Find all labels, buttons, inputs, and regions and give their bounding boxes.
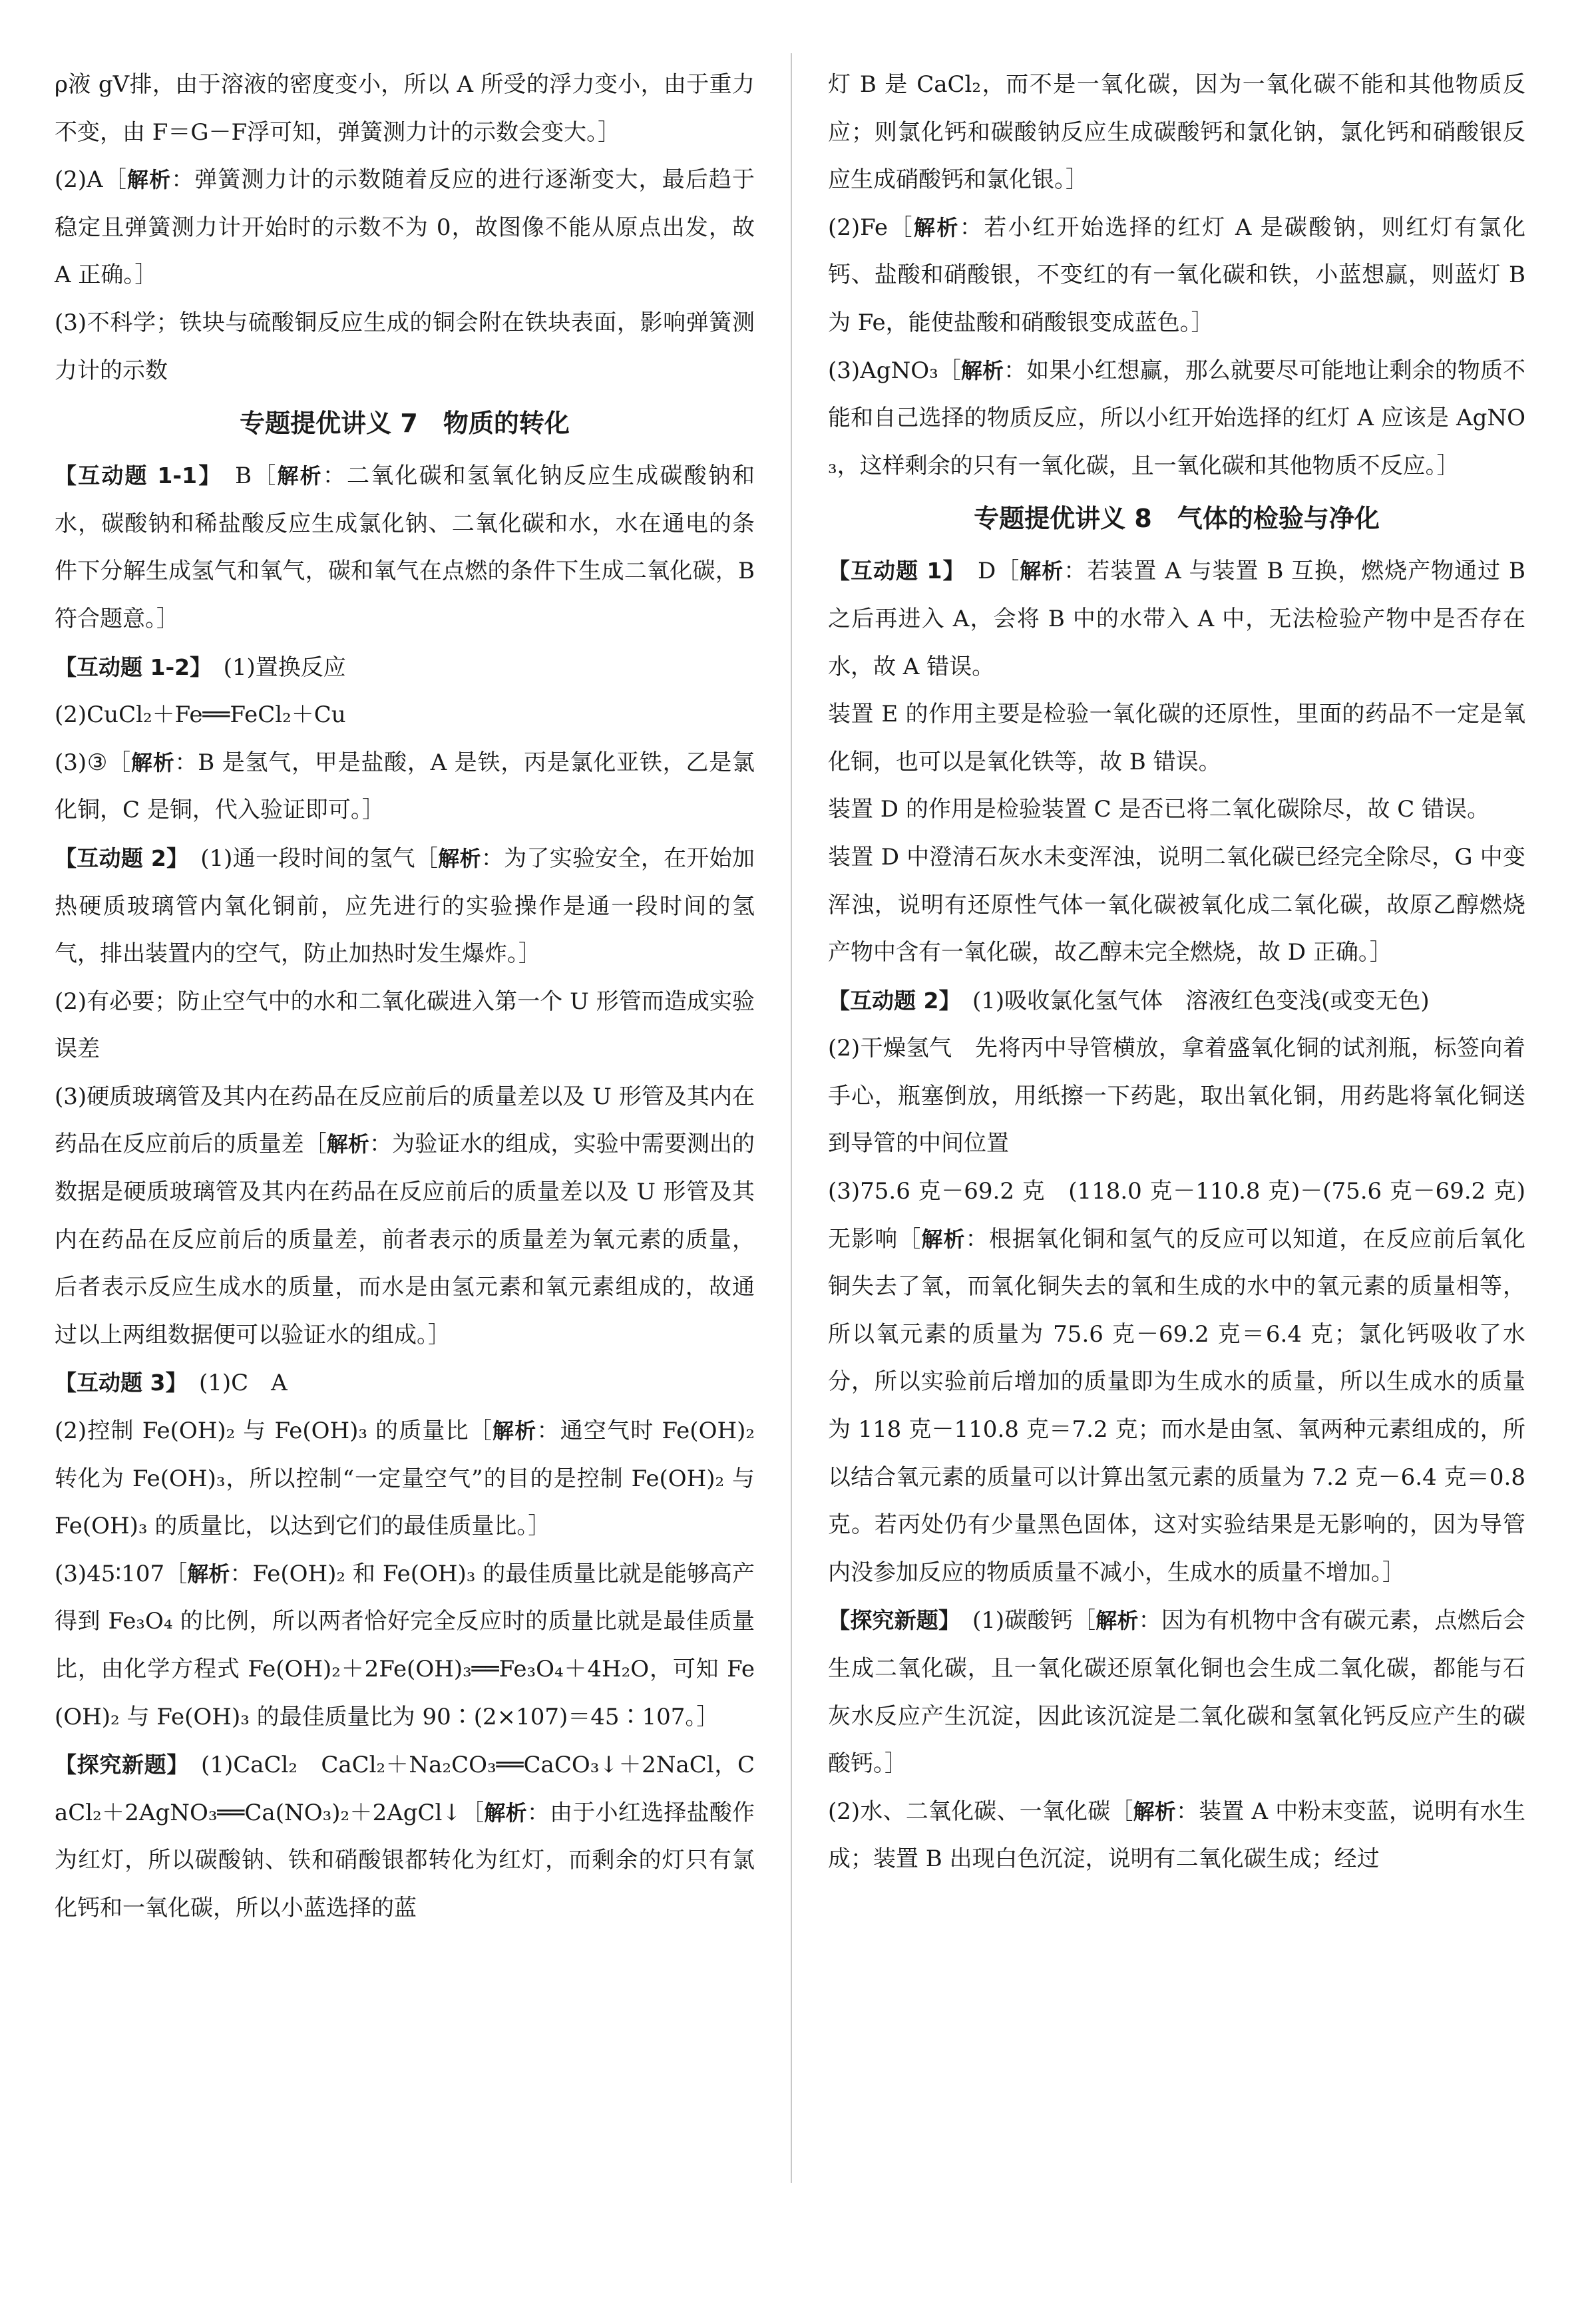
analysis-keyword: 解析 bbox=[1020, 558, 1064, 584]
text-segment: ：若装置 A 与装置 B 互换，燃烧产物通过 B 之后再进入 A，会将 B 中的水带入 A 中，无法检验产物中是否存在水，故 A 错误。 bbox=[828, 558, 1525, 680]
paragraph bbox=[55, 156, 755, 299]
paragraph bbox=[828, 977, 1525, 1026]
section-heading: 专题提优讲义 7 物质的转化 bbox=[240, 409, 570, 439]
text-segment: (3)硬质玻璃管及其内在药品在反应前后的质量差以及 U 形管及其内在药品在反应前后的质量差［ bbox=[55, 1083, 755, 1158]
question-tag: 【互动题 2】 bbox=[828, 987, 950, 1014]
text-segment: (2)干燥氢气 先将丙中导管横放，拿着盛氧化铜的试剂瓶，标签向着手心，瓶塞倒放，用纸擦一下药匙，取出氧化铜，用药匙将氧化铜送到导管的中间位置 bbox=[828, 1035, 1525, 1157]
paragraph bbox=[55, 452, 755, 643]
text-segment: (2)有必要；防止空气中的水和二氧化碳进入第一个 U 形管而造成实验误差 bbox=[55, 988, 755, 1063]
paragraph bbox=[828, 786, 1525, 834]
text-segment: ：为验证水的组成，实验中需要测出的数据是硬质玻璃管及其内在药品在反应前后的质量差以及 U 形管及其内在药品在反应前后的质量差，前者表示的质量差为氧元素的质量，后者表示反应生成水的质量，而水是由氢元素和氧元素组成的，故通过以上两组数据便可以验证水的组成。］ bbox=[55, 1131, 755, 1348]
paragraph bbox=[828, 1597, 1525, 1788]
paragraph bbox=[828, 691, 1525, 786]
text-segment: 装置 E 的作用主要是检验一氧化碳的还原性，里面的药品不一定是氧化铜，也可以是氧化铁等，故 B 错误。 bbox=[828, 701, 1525, 775]
question-tag: 【互动题 1-1】 bbox=[55, 463, 211, 489]
text-segment: (3)75.6 克－69.2 克 (118.0 克－110.8 克)－(75.6 克－69.2 克) 无影响［ bbox=[828, 1178, 1548, 1253]
analysis-keyword: 解析 bbox=[130, 749, 175, 775]
text-segment: (1)吸收氯化氢气体 溶液红色变浅(或变无色) bbox=[949, 987, 1430, 1014]
paragraph bbox=[55, 644, 755, 692]
section-heading: 专题提优讲义 8 气体的检验与净化 bbox=[974, 504, 1380, 534]
text-segment: ：B 是氢气，甲是盐酸，A 是铁，丙是氯化亚铁，乙是氯化铜，C 是铜，代入验证即可。］ bbox=[55, 749, 755, 824]
analysis-keyword: 解析 bbox=[1133, 1798, 1176, 1824]
question-tag: 【互动题 1-2】 bbox=[55, 654, 201, 680]
question-tag: 【互动题 2】 bbox=[55, 845, 178, 871]
analysis-keyword: 解析 bbox=[1095, 1608, 1139, 1634]
column-divider bbox=[791, 53, 792, 2183]
paragraph bbox=[55, 1359, 755, 1408]
paragraph bbox=[55, 1551, 755, 1741]
paragraph bbox=[55, 835, 755, 978]
text-segment: (1)通一段时间的氢气［ bbox=[177, 845, 439, 872]
text-segment: (2)CuCl₂＋Fe══FeCl₂＋Cu bbox=[55, 701, 346, 729]
paragraph bbox=[55, 1073, 755, 1360]
question-tag: 【互动题 3】 bbox=[55, 1370, 176, 1396]
paragraph bbox=[55, 61, 755, 156]
analysis-keyword: 解析 bbox=[484, 1800, 527, 1826]
paragraph bbox=[828, 1788, 1525, 1883]
left-column bbox=[55, 61, 755, 1933]
text-segment: 装置 D 中澄清石灰水未变浑浊，说明二氧化碳已经完全除尽，G 中变浑浊，说明有还原性气体一氧化碳被氧化成二氧化碳，故原乙醇燃烧产物中含有一氧化碳，故乙醇未完全燃烧，故 D 正确。］ bbox=[828, 843, 1525, 966]
text-segment: ：Fe(OH)₂ 和 Fe(OH)₃ 的最佳质量比就是能够高产得到 Fe₃O₄ 的比例，所以两者恰好完全反应时的质量比就是最佳质量比，由化学方程式 Fe(OH)₂＋2Fe(OH)₃══Fe₃O₄＋4H₂O，可知 Fe(OH)₂ 与 Fe(OH)₃ 的最佳质量比为 90∶(2×107)＝45∶107。］ bbox=[55, 1560, 755, 1730]
paragraph bbox=[828, 1025, 1525, 1168]
text-segment: ：二氧化碳和氢氧化钠反应生成碳酸钠和水，碳酸钠和稀盐酸反应生成氯化钠、二氧化碳和水，水在通电的条件下分解生成氢气和氧气，碳和氧气在点燃的条件下生成二氧化碳，B 符合题意。］ bbox=[55, 463, 755, 632]
paragraph bbox=[55, 299, 755, 395]
paragraph bbox=[55, 1408, 755, 1551]
text-segment: (1)碳酸钙［ bbox=[949, 1607, 1096, 1635]
text-segment: (3)45∶107［ bbox=[55, 1560, 188, 1587]
text-segment: (3)③［ bbox=[55, 749, 131, 776]
question-tag: 【互动题 1】 bbox=[828, 558, 954, 584]
text-segment: ：弹簧测力计的示数随着反应的进行逐渐变大，最后趋于稳定且弹簧测力计开始时的示数不为 0，故图像不能从原点出发，故 A 正确。］ bbox=[55, 166, 755, 289]
text-segment: (2)控制 Fe(OH)₂ 与 Fe(OH)₃ 的质量比［ bbox=[55, 1418, 493, 1445]
text-segment: ：根据氧化铜和氢气的反应可以知道，在反应前后氧化铜失去了氧，而氧化铜失去的氧和生成的水中的氧元素的质量相等，所以氧元素的质量为 75.6 克－69.2 克＝6.4 克；氯化钙吸收了水分，所以实验前后增加的质量即为生成水的质量，所以生成水的质量为 118 克－110.8 克＝7.2 克；而水是由氢、氧两种元素组成的，所以结合氧元素的质量可以计算出氢元素的质量为 7.2 克－6.4 克＝0.8 克。若丙处仍有少量黑色固体，这对实验结果是无影响的，因为导管内没参加反应的物质质量不减小，生成水的质量不增加。］ bbox=[828, 1225, 1526, 1586]
text-segment: 灯 B 是 CaCl₂，而不是一氧化碳，因为一氧化碳不能和其他物质反应；则氯化钙和碳酸钠反应生成碳酸钙和氯化钠，氯化钙和硝酸银反应生成硝酸钙和氯化银。］ bbox=[828, 71, 1525, 194]
analysis-keyword: 解析 bbox=[438, 845, 481, 871]
analysis-keyword: 解析 bbox=[187, 1561, 230, 1587]
text-segment: ：通空气时 Fe(OH)₂ 转化为 Fe(OH)₃，所以控制“一定量空气”的目的是控制 Fe(OH)₂ 与 Fe(OH)₃ 的质量比，以达到它们的最佳质量比。］ bbox=[55, 1418, 755, 1540]
text-segment: ：若小红开始选择的红灯 A 是碳酸钠，则红灯有氯化钙、盐酸和硝酸银，不变红的有一氧化碳和铁，小蓝想赢，则蓝灯 B 为 Fe，能使盐酸和硝酸银变成蓝色。］ bbox=[828, 214, 1525, 336]
paragraph bbox=[55, 739, 755, 835]
text-segment: D［ bbox=[954, 558, 1020, 585]
paragraph bbox=[828, 547, 1525, 691]
paragraph bbox=[55, 978, 755, 1073]
paragraph bbox=[828, 204, 1525, 347]
paragraph bbox=[828, 61, 1525, 204]
text-segment: (2)A［ bbox=[55, 166, 127, 194]
text-segment: ρ液 gV排，由于溶液的密度变小，所以 A 所受的浮力变小，由于重力不变，由 F＝G－F浮可知，弹簧测力计的示数会变大。］ bbox=[55, 71, 755, 146]
text-segment: (1)CaCl₂ CaCl₂＋Na₂CO₃══CaCO₃↓＋2NaCl，CaCl₂＋2AgNO₃══Ca(NO₃)₂＋2AgCl↓［ bbox=[55, 1752, 755, 1826]
paragraph bbox=[828, 834, 1525, 977]
text-segment: ：因为有机物中含有碳元素，点燃后会生成二氧化碳，且一氧化碳还原氧化铜也会生成二氧化碳，都能与石灰水反应产生沉淀，因此该沉淀是二氧化碳和氢氧化钙反应产生的碳酸钙。］ bbox=[828, 1607, 1525, 1778]
question-tag: 【探究新题】 bbox=[828, 1607, 950, 1634]
text-segment: ：由于小红选择盐酸作为红灯，所以碳酸钠、铁和硝酸银都转化为红灯，而剩余的灯只有氯化钙和一氧化碳，所以小蓝选择的蓝 bbox=[55, 1799, 755, 1921]
analysis-keyword: 解析 bbox=[913, 214, 960, 240]
text-segment: 装置 D 的作用是检验装置 C 是否已将二氧化碳除尽，故 C 错误。 bbox=[828, 796, 1490, 823]
text-segment: (1)置换反应 bbox=[200, 654, 346, 681]
text-segment: (2)水、二氧化碳、一氧化碳［ bbox=[828, 1798, 1133, 1825]
text-segment: (3)不科学；铁块与硫酸铜反应生成的铜会附在铁块表面，影响弹簧测力计的示数 bbox=[55, 309, 755, 384]
paragraph bbox=[828, 347, 1525, 490]
analysis-keyword: 解析 bbox=[126, 167, 172, 193]
analysis-keyword: 解析 bbox=[960, 357, 1004, 383]
right-column bbox=[828, 61, 1548, 1883]
question-tag: 【探究新题】 bbox=[55, 1752, 178, 1778]
paragraph bbox=[55, 691, 755, 739]
analysis-keyword: 解析 bbox=[921, 1226, 966, 1252]
text-segment: B［ bbox=[210, 463, 278, 490]
text-segment: (2)Fe［ bbox=[828, 214, 914, 241]
text-segment: (1)C A bbox=[176, 1370, 288, 1397]
text-segment: ：为了实验安全，在开始加热硬质玻璃管内氧化铜前，应先进行的实验操作是通一段时间的氢气，排出装置内的空气，防止加热时发生爆炸。］ bbox=[55, 845, 755, 968]
paragraph bbox=[828, 1168, 1548, 1597]
text-segment: (3)AgNO₃［ bbox=[828, 357, 961, 384]
paragraph bbox=[55, 1741, 755, 1932]
text-segment: ：装置 A 中粉末变蓝，说明有水生成；装置 B 出现白色沉淀，说明有二氧化碳生成；经过 bbox=[828, 1798, 1525, 1873]
analysis-keyword: 解析 bbox=[493, 1418, 537, 1444]
text-segment: ：如果小红想赢，那么就要尽可能地让剩余的物质不能和自己选择的物质反应，所以小红开始选择的红灯 A 应该是 AgNO₃，这样剩余的只有一氧化碳，且一氧化碳和其他物质不反应。］ bbox=[828, 357, 1526, 479]
analysis-keyword: 解析 bbox=[277, 463, 323, 489]
analysis-keyword: 解析 bbox=[326, 1131, 369, 1157]
